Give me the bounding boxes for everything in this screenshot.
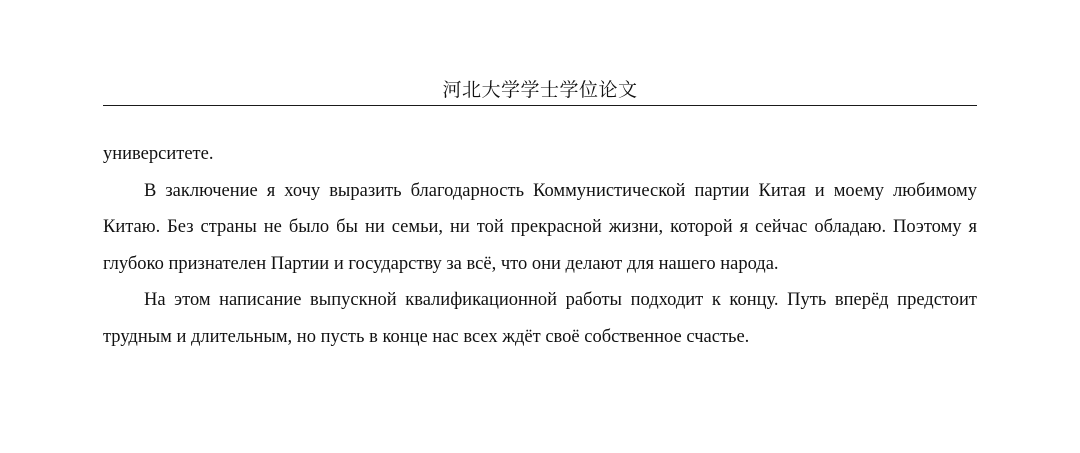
paragraph-conclusion: На этом написание выпускной квалификационной работы подходит к концу. Путь вперёд предстоит трудным и длительным, но пусть в конце нас всех ждёт своё собственное счастье. bbox=[103, 290, 977, 347]
running-header-title: 河北大学学士学位论文 bbox=[103, 78, 977, 106]
body-text bbox=[103, 136, 977, 355]
paragraph-continuation: университете. bbox=[103, 144, 214, 164]
paragraph-gratitude: В заключение я хочу выразить благодарность Коммунистической партии Китая и моему любимому Китаю. Без страны не было бы ни семьи, ни той прекрасной жизни, которой я сейчас обладаю. Поэтому я глубоко признателен Партии и государству за всё, что они делают для нашего народа. bbox=[103, 180, 977, 274]
